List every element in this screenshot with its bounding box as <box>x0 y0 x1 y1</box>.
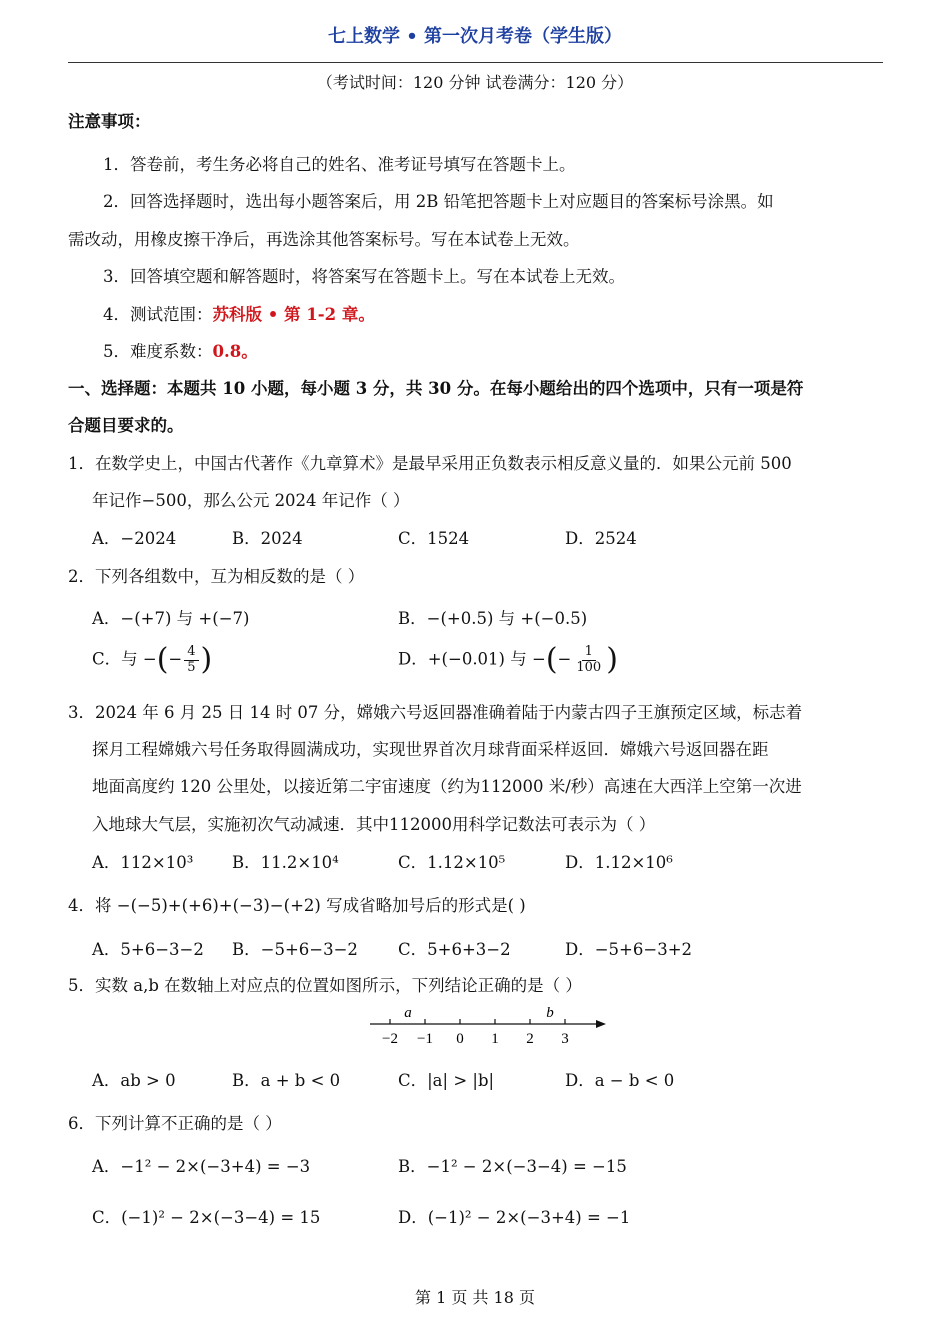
fraction-denominator: 100 <box>576 659 602 675</box>
fraction <box>573 645 604 675</box>
paren-left: ( <box>545 642 558 677</box>
paren-left: ( <box>156 642 169 677</box>
q3-stem-cont: 入地球大气层，实施初次气动减速．其中112000用科学记数法可表示为（ ） <box>92 815 656 834</box>
notice-scope-label: 4．测试范围： <box>103 305 213 324</box>
q3-stem-cont: 地面高度约 120 公里处，以接近第二宇宙速度（约为112000 米/秒）高速在大西洋上空第一次进 <box>92 777 802 796</box>
arrow-right-icon <box>596 1020 606 1028</box>
number-line-figure <box>360 1000 620 1052</box>
q1-option-b[interactable]: B．2024 <box>232 529 303 548</box>
q6-option-b[interactable]: B．−1² − 2×(−3−4) = −15 <box>398 1157 627 1176</box>
q2-option-d[interactable]: D．+(−0.01) 与 −(− $\frac{1}{100}$ ) <box>398 642 618 677</box>
q1-option-c[interactable]: C．1524 <box>398 529 470 548</box>
point-label-a: a <box>404 1005 412 1021</box>
notice-item: 1．答卷前，考生务必将自己的姓名、准考证号填写在答题卡上。 <box>103 155 576 174</box>
q2-option-c-label: C．与 − <box>92 649 157 669</box>
page-number: 第 1 页 共 18 页 <box>415 1288 535 1307</box>
fraction <box>184 645 198 675</box>
q4-option-d[interactable]: D．−5+6−3+2 <box>565 940 693 959</box>
exam-info: （考试时间：120 分钟 试卷满分：120 分） <box>316 73 634 92</box>
notice-difficulty <box>103 338 258 362</box>
number-line-tick-label: −2 <box>382 1031 398 1047</box>
q6-option-c[interactable]: C．(−1)² − 2×(−3−4) = 15 <box>92 1208 321 1227</box>
number-line-tick-label: 1 <box>491 1031 499 1047</box>
number-line-tick-label: −1 <box>417 1031 433 1047</box>
q5-option-c[interactable]: C．|a| > |b| <box>398 1071 495 1090</box>
q5-option-b[interactable]: B．a + b < 0 <box>232 1071 341 1090</box>
q4-option-b[interactable]: B．−5+6−3−2 <box>232 940 358 959</box>
number-line-tick-label: 0 <box>456 1031 464 1047</box>
number-line-tick-label: 3 <box>561 1031 569 1047</box>
notice-heading: 注意事项： <box>68 112 151 131</box>
notice-item: 3．回答填空题和解答题时，将答案写在答题卡上。写在本试卷上无效。 <box>103 267 625 286</box>
notice-item: 2．回答选择题时，选出每小题答案后，用 2B 铅笔把答题卡上对应题目的答案标号涂黑。如 <box>103 192 774 211</box>
number-line-tick-label: 2 <box>526 1031 534 1047</box>
q5-option-a[interactable]: A．ab > 0 <box>92 1071 176 1090</box>
q5-option-d[interactable]: D．a − b < 0 <box>565 1071 675 1090</box>
q6-stem: 6．下列计算不正确的是（ ） <box>68 1114 282 1133</box>
q1-stem: 1．在数学史上，中国古代著作《九章算术》是最早采用正负数表示相反意义量的．如果公元前 500 <box>68 454 792 473</box>
q2-stem: 2．下列各组数中，互为相反数的是（ ） <box>68 567 365 586</box>
q2-option-a[interactable]: A．−(+7) 与 +(−7) <box>92 609 250 628</box>
paren-right: ) <box>200 642 213 677</box>
number-line-ticks <box>382 1019 569 1047</box>
q6-option-d[interactable]: D．(−1)² − 2×(−3+4) = −1 <box>398 1208 631 1227</box>
q4-option-a[interactable]: A．5+6−3−2 <box>92 940 204 959</box>
q3-stem-cont: 探月工程嫦娥六号任务取得圆满成功，实现世界首次月球背面采样返回．嫦娥六号返回器在距 <box>92 740 769 759</box>
section-heading-cont: 合题目要求的。 <box>68 416 184 435</box>
header-divider <box>68 62 883 63</box>
fraction-numerator: 4 <box>184 645 198 660</box>
q1-option-a[interactable]: A．−2024 <box>92 529 177 548</box>
notice-scope-value: 苏科版 • 第 1-2 章。 <box>212 305 375 324</box>
q4-stem: 4．将 −(−5)+(+6)+(−3)−(+2) 写成省略加号后的形式是( ) <box>68 896 526 915</box>
q5-stem: 5．实数 a,b 在数轴上对应点的位置如图所示，下列结论正确的是（ ） <box>68 976 582 995</box>
q2-option-d-label: D．+(−0.01) 与 − <box>398 649 546 669</box>
q6-option-a[interactable]: A．−1² − 2×(−3+4) = −3 <box>92 1157 311 1176</box>
notice-item: 需改动，用橡皮擦干净后，再选涂其他答案标号。写在本试卷上无效。 <box>68 230 580 249</box>
notice-difficulty-value: 0.8。 <box>212 342 258 361</box>
q1-option-d[interactable]: D．2524 <box>565 529 637 548</box>
point-label-b: b <box>546 1005 554 1021</box>
q2-option-b[interactable]: B．−(+0.5) 与 +(−0.5) <box>398 609 588 628</box>
fraction-numerator: 1 <box>582 645 596 660</box>
q3-option-b[interactable]: B．11.2×10⁴ <box>232 853 339 872</box>
q3-stem: 3．2024 年 6 月 25 日 14 时 07 分，嫦娥六号返回器准确着陆于内蒙古四子王旗预定区域，标志着 <box>68 703 803 722</box>
q3-option-c[interactable]: C．1.12×10⁵ <box>398 853 506 872</box>
notice-difficulty-label: 5．难度系数： <box>103 342 213 361</box>
q1-stem-cont: 年记作−500，那么公元 2024 年记作（ ） <box>92 491 410 510</box>
q4-option-c[interactable]: C．5+6+3−2 <box>398 940 511 959</box>
fraction-denominator: 5 <box>187 659 196 675</box>
q3-option-a[interactable]: A．112×10³ <box>92 853 194 872</box>
page-title: 七上数学 • 第一次月考卷（学生版） <box>327 26 623 47</box>
q2-option-c[interactable]: C．与 −(− $\frac{4}{5}$ ) <box>92 642 213 677</box>
section-heading: 一、选择题：本题共 10 小题，每小题 3 分，共 30 分。在每小题给出的四个选项中，只有一项是符 <box>68 379 804 398</box>
q3-option-d[interactable]: D．1.12×10⁶ <box>565 853 673 872</box>
notice-scope <box>103 301 375 325</box>
paren-right: ) <box>606 642 618 677</box>
